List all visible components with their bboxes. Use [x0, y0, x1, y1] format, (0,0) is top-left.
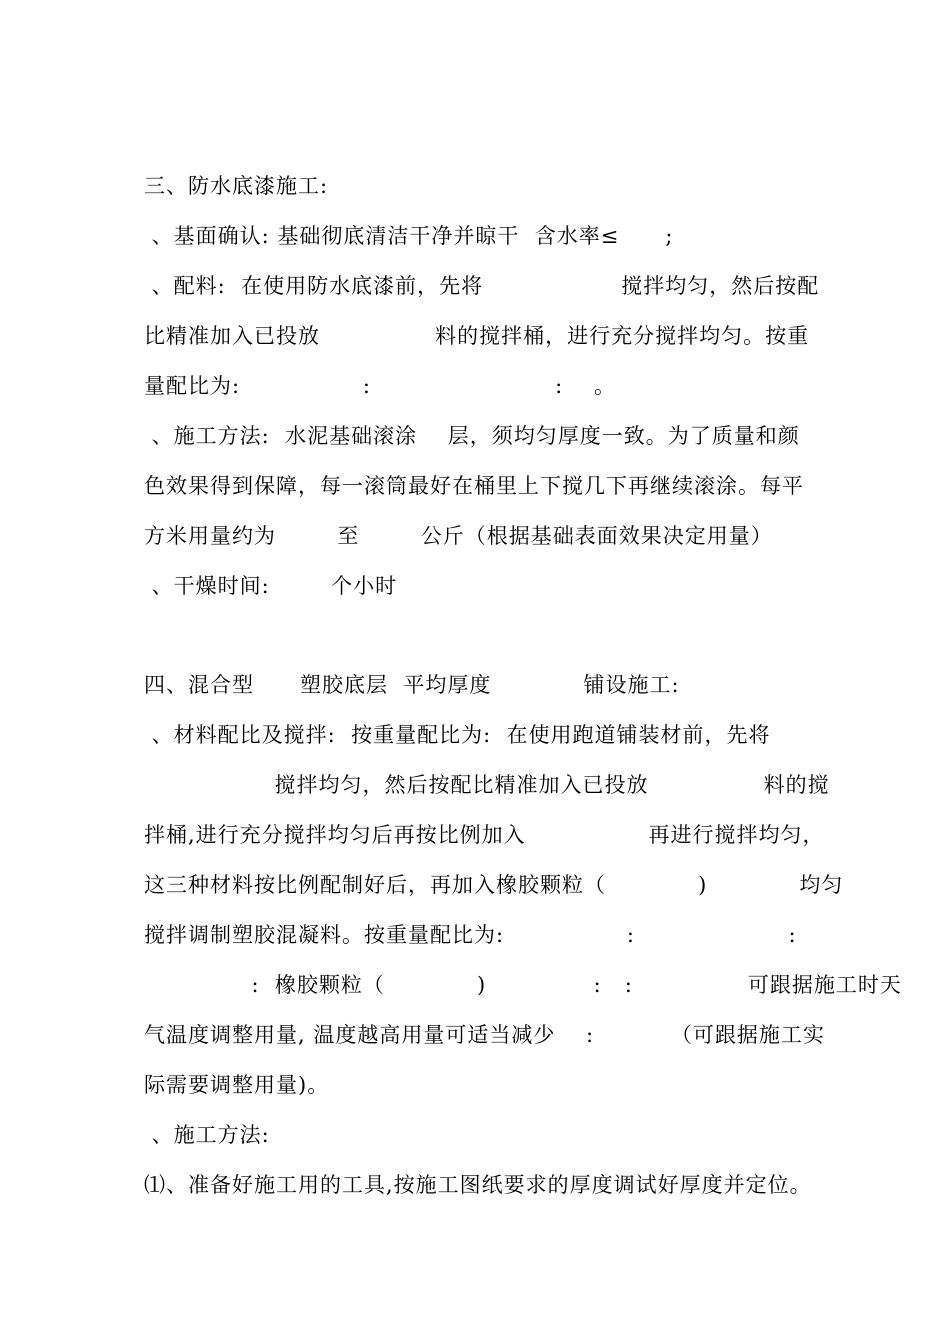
- section-3-line: 、干燥时间: 个小时: [144, 574, 398, 598]
- section-3-line: 色效果得到保障，每一滚筒最好在桶里上下搅几下再继续滚涂。每平: [144, 474, 804, 498]
- section-4-line: 搅拌调制塑胶混凝料。按重量配比为: : :: [144, 923, 797, 947]
- section-4-line: 气温度调整用量, 温度越高用量可适当减少 : （可跟据施工实: [144, 1023, 825, 1047]
- section-4-line: ⑴、准备好施工用的工具,按施工图纸要求的厚度调试好厚度并定位。: [144, 1173, 812, 1197]
- section-4-heading: 四、混合型 塑胶底层 平均厚度 铺设施工:: [144, 673, 680, 697]
- section-4-line: 际需要调整用量)。: [144, 1073, 330, 1097]
- section-3-line: 、基面确认: 基础彻底清洁干净并晾干 含水率≤ ;: [144, 224, 674, 248]
- section-3-line: 、施工方法: 水泥基础滚涂 层，须均匀厚度一致。为了质量和颜: [144, 424, 800, 448]
- section-4-line: 拌桶,进行充分搅拌均匀后再按比例加入 再进行搅拌均匀，: [144, 823, 825, 847]
- section-3-line: 比精准加入已投放 料的搅拌桶，进行充分搅拌均匀。按重: [144, 324, 810, 348]
- section-3-line: 量配比为: : : 。: [144, 374, 616, 398]
- section-4-line: 、材料配比及搅拌: 按重量配比为: 在使用跑道铺装材前，先将: [144, 723, 771, 747]
- section-3-line: 、配料: 在使用防水底漆前，先将 搅拌均匀，然后按配: [144, 274, 820, 298]
- section-4-line: : 橡胶颗粒（ ) : : 可跟据施工时天: [144, 973, 902, 997]
- section-3-heading: 三、防水底漆施工:: [144, 174, 329, 198]
- section-4-line: 、施工方法:: [144, 1123, 270, 1147]
- section-3-line: 方米用量约为 至 公斤（根据基础表面效果决定用量）: [144, 524, 773, 548]
- section-4-line: 搅拌均匀，然后按配比精准加入已投放 料的搅: [144, 773, 830, 797]
- section-4-line: 这三种材料按比例配制好后，再加入橡胶颗粒（ ) 均匀: [144, 873, 844, 897]
